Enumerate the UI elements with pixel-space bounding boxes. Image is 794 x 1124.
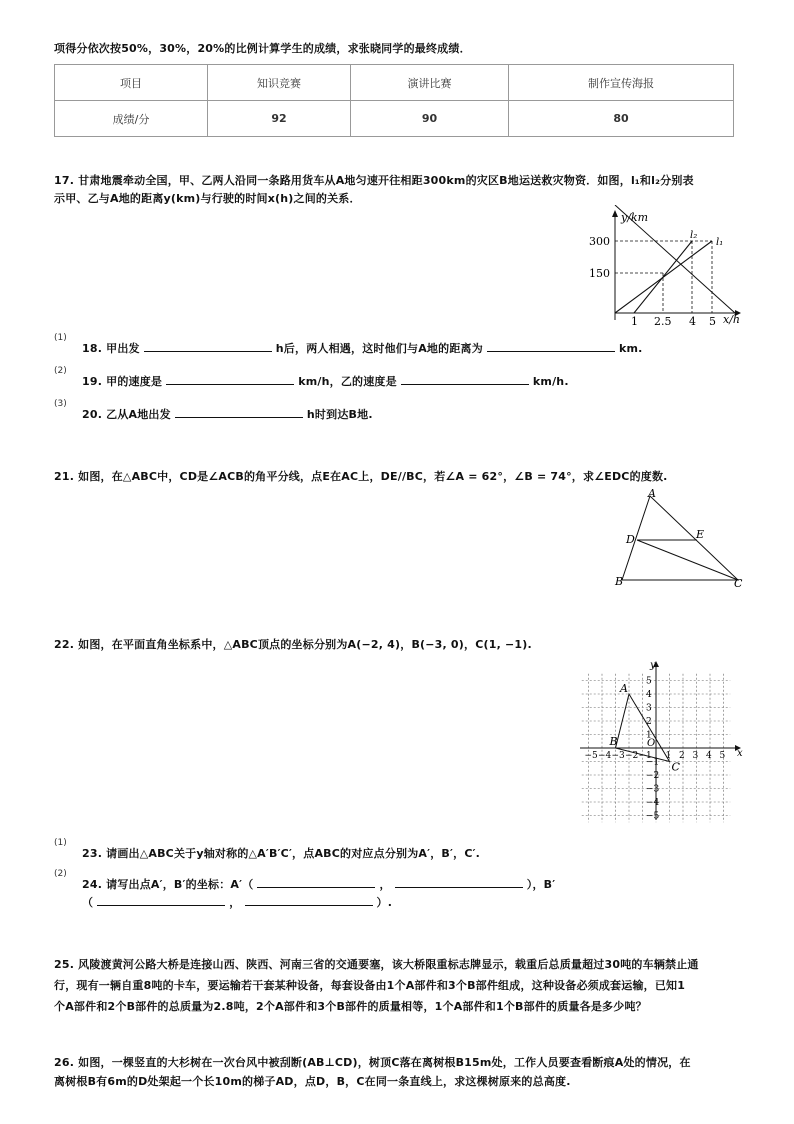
y-tick-label: −3 bbox=[646, 784, 660, 795]
q17-sub2-marker: (2) bbox=[54, 366, 67, 376]
y-tick-label: −4 bbox=[646, 798, 660, 808]
line-l2-label: l₂ bbox=[690, 230, 698, 241]
x-axis-label: x bbox=[737, 748, 743, 759]
point-label-a: A bbox=[620, 682, 628, 695]
q19-text-b: km/h，乙的速度是 bbox=[298, 375, 397, 388]
origin-label: O bbox=[647, 738, 656, 749]
y-axis-label: y bbox=[650, 660, 656, 671]
q18-text-a: 18. 甲出发 bbox=[82, 342, 140, 355]
q18-text-b: h后，两人相遇，这时他们与A地的距离为 bbox=[275, 342, 483, 355]
q20-text-b: h时到达B地. bbox=[306, 408, 373, 421]
q24-open: （ bbox=[82, 896, 94, 909]
x-tick-label: −3 bbox=[611, 751, 625, 761]
q20-text-a: 20. 乙从A地出发 bbox=[82, 408, 171, 421]
point-label-c: C bbox=[734, 577, 743, 590]
table-row bbox=[55, 65, 734, 101]
table-row bbox=[55, 101, 734, 137]
q17-sub1-marker: (1) bbox=[54, 333, 67, 343]
y-tick-label: 2 bbox=[646, 717, 652, 727]
q21-triangle-diagram bbox=[612, 488, 747, 590]
q24-b-prime-y-blank[interactable] bbox=[245, 894, 373, 906]
x-tick-label: −4 bbox=[598, 751, 612, 761]
y-tick-label: −2 bbox=[646, 771, 660, 781]
q17-sub3-marker: (3) bbox=[54, 399, 67, 409]
q17-sub1 bbox=[82, 340, 643, 356]
q24-sep: ， bbox=[379, 878, 391, 891]
point-label-b: B bbox=[615, 575, 624, 588]
point-label-b: B bbox=[609, 735, 618, 748]
q25-line3: 个A部件和2个B部件的总质量为2.8吨，2个A部件和3个B部件的质量相等，1个A部件和1个B部件的质量各是多少吨？ bbox=[54, 1000, 647, 1013]
table-header-cell: 知识竞赛 bbox=[208, 65, 351, 101]
q17-distance-time-graph bbox=[585, 205, 745, 325]
point-label-c: C bbox=[671, 760, 680, 774]
q25-line1: 25. 风陵渡黄河公路大桥是连接山西、陕西、河南三省的交通要塞，该大桥限重标志牌显示，载重后总质量超过30吨的车辆禁止通 bbox=[54, 958, 699, 971]
tick-labels bbox=[585, 677, 726, 822]
q21-text: 21. 如图，在△ABC中，CD是∠ACB的角平分线，点E在AC上，DE//BC，若∠A = 62°，∠B = 74°，求∠EDC的度数. bbox=[54, 470, 668, 483]
q19-text-a: 19. 甲的速度是 bbox=[82, 375, 163, 388]
q26-line2: 离树根B有6m的D处架起一个长10m的梯子AD，点D，B，C在同一条直线上，求这棵树原来的总高度. bbox=[54, 1075, 571, 1088]
q22-coordinate-grid bbox=[575, 660, 745, 825]
q17-line2: 示甲、乙与A地的距离y(km)与行驶的时间x(h)之间的关系． bbox=[54, 192, 361, 205]
q22-sub1-marker: (1) bbox=[54, 838, 67, 848]
q26-line1: 26. 如图，一棵竖直的大杉树在一次台风中被刮断(AB⊥CD)，树顶C落在离树根B15m处，工作人员要查看断痕A处的情况，在 bbox=[54, 1056, 691, 1069]
x-axis-label: x/h bbox=[723, 313, 740, 325]
y-tick-label: −1 bbox=[646, 757, 660, 768]
q17-sub2 bbox=[82, 373, 569, 389]
q22-sub2-marker: (2) bbox=[54, 869, 67, 879]
table-cell: 90 bbox=[351, 101, 509, 137]
q24-line1 bbox=[82, 876, 555, 892]
x-tick-label: 1 bbox=[665, 751, 672, 761]
q24-sep-2: ， bbox=[229, 896, 241, 909]
q19-answer-blank-2[interactable] bbox=[401, 373, 529, 385]
x-tick-label: −5 bbox=[584, 751, 598, 761]
q17-sub3 bbox=[82, 406, 373, 422]
y-tick-label: −5 bbox=[646, 811, 660, 822]
triangle-abc bbox=[622, 496, 738, 580]
y-tick-label: 1 bbox=[646, 730, 652, 741]
y-tick-label: 300 bbox=[589, 235, 610, 248]
y-axis-label: y/km bbox=[621, 211, 649, 224]
q24-a-prime-y-blank[interactable] bbox=[395, 876, 523, 888]
q24-a-prime-x-blank[interactable] bbox=[257, 876, 375, 888]
x-tick-label: 2.5 bbox=[654, 315, 672, 325]
table-header-cell: 项目 bbox=[55, 65, 208, 101]
q24-b-prime-x-blank[interactable] bbox=[97, 894, 225, 906]
q24-close: ）. bbox=[376, 896, 393, 909]
x-tick-label: 1 bbox=[631, 315, 638, 325]
q25-line2: 行，现有一辆自重8吨的卡车，要运输若干套某种设备，每套设备由1个A部件和3个B部件组成，这种设备必须成套运输，已知1 bbox=[54, 979, 686, 992]
table-header-cell: 演讲比赛 bbox=[351, 65, 509, 101]
x-tick-label: −1 bbox=[638, 751, 652, 761]
score-table bbox=[54, 64, 734, 137]
y-tick-label: 5 bbox=[646, 676, 652, 687]
y-tick-label: 3 bbox=[646, 703, 652, 714]
point-label-a: A bbox=[648, 488, 656, 500]
y-tick-label: 4 bbox=[646, 690, 652, 700]
table-header-cell: 制作宣传海报 bbox=[509, 65, 734, 101]
segment-dc bbox=[637, 540, 738, 580]
y-tick-label: 150 bbox=[589, 267, 610, 280]
q19-answer-blank-1[interactable] bbox=[166, 373, 294, 385]
x-tick-label: −2 bbox=[625, 751, 639, 761]
y-axis-arrow bbox=[612, 210, 618, 217]
q18-answer-blank-1[interactable] bbox=[144, 340, 272, 352]
x-tick-label: 3 bbox=[692, 751, 699, 761]
q24-line2 bbox=[82, 894, 392, 910]
point-label-e: E bbox=[696, 528, 705, 541]
q16-intro: 项得分依次按50%，30%，20%的比例计算学生的成绩，求张晓同学的最终成绩． bbox=[54, 42, 471, 55]
table-cell: 92 bbox=[208, 101, 351, 137]
x-tick-label: 5 bbox=[719, 751, 726, 761]
x-tick-label: 4 bbox=[689, 315, 696, 325]
q17-line1: 17. 甘肃地震牵动全国，甲、乙两人沿同一条路用货车从A地匀速开往相距300km的灾区B地运送救灾物资．如图，l₁和l₂分别表 bbox=[54, 174, 694, 187]
q19-text-c: km/h. bbox=[532, 375, 569, 388]
q18-answer-blank-2[interactable] bbox=[487, 340, 615, 352]
table-cell: 80 bbox=[509, 101, 734, 137]
x-tick-label: 2 bbox=[679, 751, 685, 761]
line-l1-label: l₁ bbox=[716, 237, 724, 248]
q22-text: 22. 如图，在平面直角坐标系中，△ABC顶点的坐标分别为A(−2, 4)，B(−3, 0)，C(1, −1). bbox=[54, 638, 532, 651]
point-label-d: D bbox=[626, 533, 635, 546]
x-tick-label: 5 bbox=[709, 315, 716, 325]
line-l2 bbox=[634, 241, 692, 313]
q24-text-b: ），B′ bbox=[526, 878, 556, 891]
table-row-label: 成绩/分 bbox=[55, 101, 208, 137]
q18-text-c: km. bbox=[619, 342, 643, 355]
x-tick-label: 4 bbox=[706, 751, 712, 761]
q23-text: 23. 请画出△ABC关于y轴对称的△A′B′C′，点ABC的对应点分别为A′，B′，C′. bbox=[82, 847, 481, 860]
q24-text-a: 24. 请写出点A′，B′的坐标：A′（ bbox=[82, 878, 254, 891]
q20-answer-blank[interactable] bbox=[175, 406, 303, 418]
